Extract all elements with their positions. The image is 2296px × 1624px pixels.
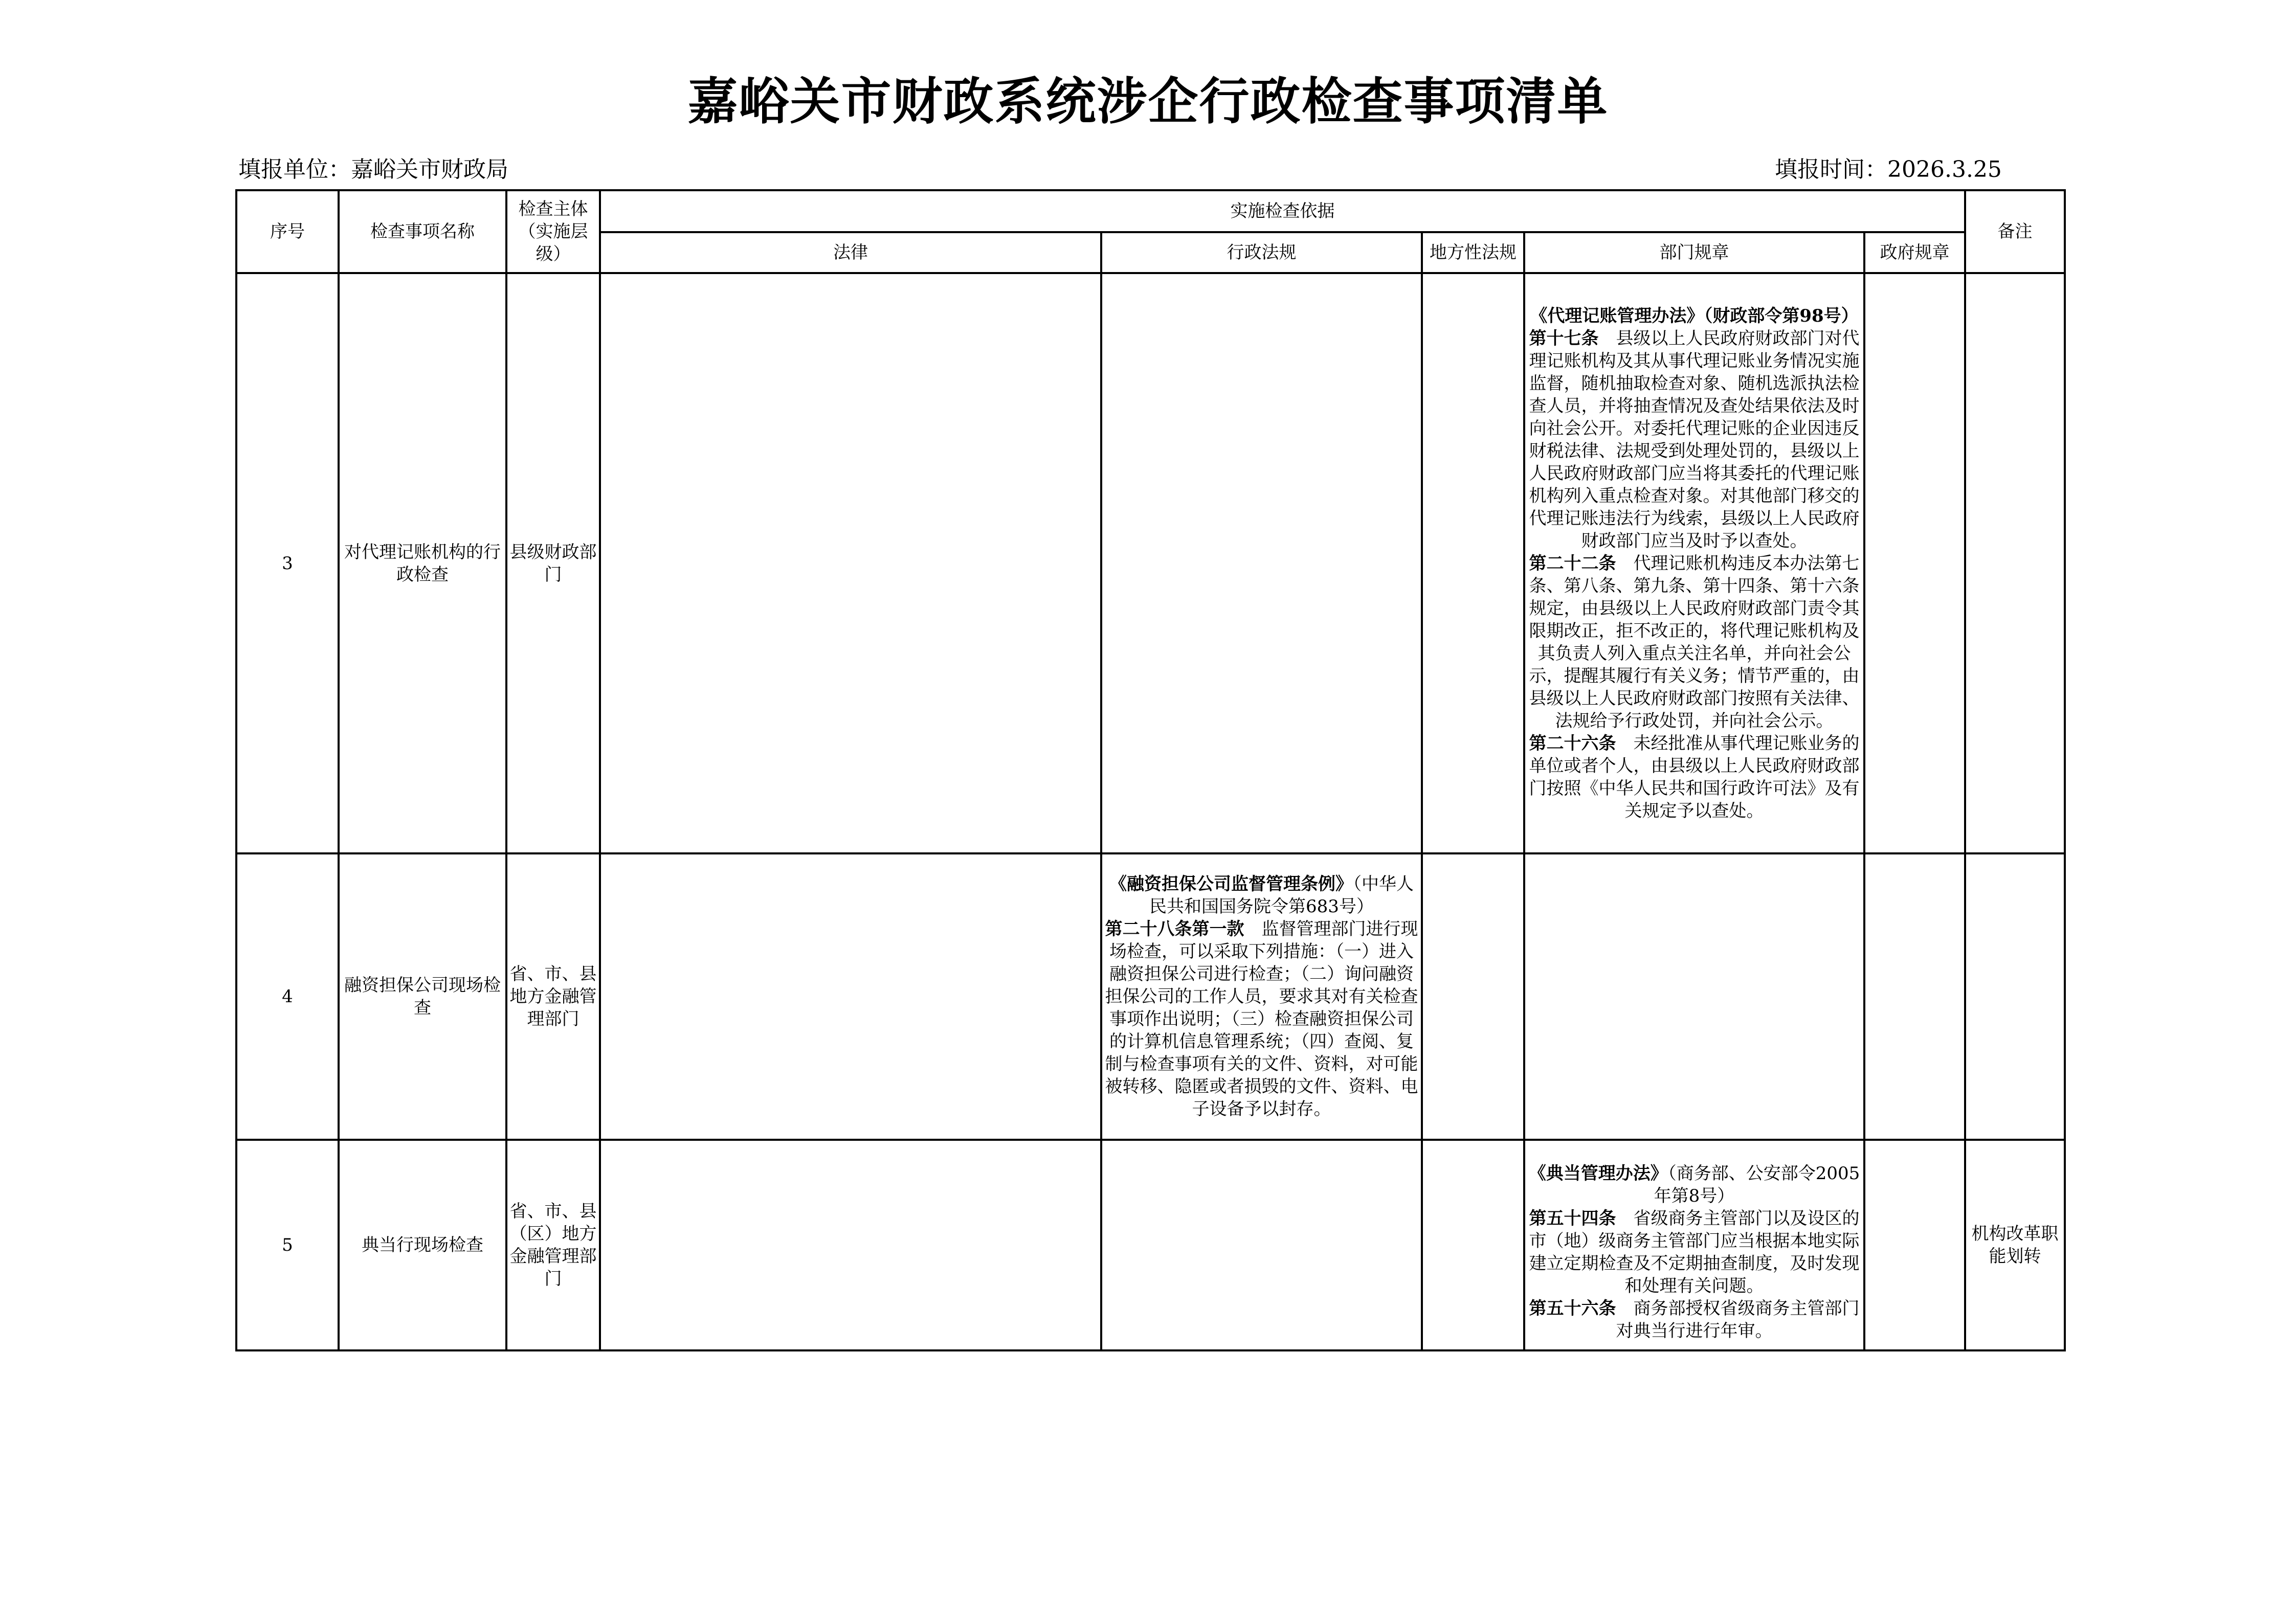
- header-remark: 备注: [1965, 190, 2065, 273]
- header-gov-rule: 政府规章: [1864, 232, 1965, 273]
- row-dept-rule: [1524, 853, 1864, 1140]
- rule-article: 第二十八条第一款: [1105, 919, 1244, 939]
- table-row: [236, 273, 2065, 853]
- rule-text: 商务部授权省级商务主管部门对典当行进行年审。: [1616, 1298, 1860, 1341]
- row-remark: [1965, 273, 2065, 853]
- row-local-reg: [1422, 853, 1524, 1140]
- row-remark: [1965, 853, 2065, 1140]
- rule-sub: （商务部、公安部令2005年第8号）: [1654, 1163, 1860, 1206]
- row-gov-rule: [1864, 1140, 1965, 1350]
- row-law: [600, 1140, 1101, 1350]
- rule-article: 第二十二条: [1529, 553, 1616, 574]
- row-gov-rule: [1864, 853, 1965, 1140]
- rule-text: 县级以上人民政府财政部门对代理记账机构及其从事代理记账业务情况实施监督，随机抽取检查对象、随机选派执法检查人员，并将抽查情况及查处结果依法及时向社会公开。对委托代理记账的企业因违反财税法律、法规受到处理处罚的，县级以上人民政府财政部门应当将其委托的代理记账机构列入重点检查对象。对其他部门移交的代理记账违法行为线索，县级以上人民政府财政部门应当及时予以查处。: [1529, 328, 1860, 551]
- header-admin-reg: 行政法规: [1101, 232, 1422, 273]
- inspection-table: [235, 189, 2066, 1351]
- header-subject: 检查主体（实施层级）: [506, 190, 600, 273]
- table-row: [236, 1140, 2065, 1350]
- row-dept-rule: [1524, 273, 1864, 853]
- row-law: [600, 273, 1101, 853]
- row-subject: 省、市、县（区）地方金融管理部门: [506, 1140, 600, 1350]
- page-title: 嘉峪关市财政系统涉企行政检查事项清单: [687, 73, 1609, 131]
- header-dept-rule: 部门规章: [1524, 232, 1864, 273]
- rule-article: 第二十六条: [1529, 733, 1616, 754]
- row-remark: 机构改革职能划转: [1965, 1140, 2065, 1350]
- row-admin-reg: [1101, 853, 1422, 1140]
- header-basis: 实施检查依据: [600, 190, 1965, 232]
- fill-time: 填报时间：2026.3.25: [1775, 156, 2002, 183]
- row-name: 融资担保公司现场检查: [339, 853, 506, 1140]
- rule-article: 第五十四条: [1529, 1208, 1616, 1229]
- rule-article: 第五十六条: [1529, 1298, 1616, 1319]
- rule-title: 《典当管理办法》: [1528, 1163, 1668, 1184]
- row-seq: 4: [236, 853, 339, 1140]
- row-local-reg: [1422, 1140, 1524, 1350]
- header-law: 法律: [600, 232, 1101, 273]
- rule-title: 《代理记账管理办法》（财政部令第98号）第十七条: [1529, 305, 1859, 349]
- rule-text: 省级商务主管部门以及设区的市（地）级商务主管部门应当根据本地实际建立定期检查及不定期抽查制度，及时发现和处理有关问题。: [1529, 1208, 1860, 1296]
- row-gov-rule: [1864, 273, 1965, 853]
- table-row: [236, 853, 2065, 1140]
- row-dept-rule: [1524, 1140, 1864, 1350]
- header-name: 检查事项名称: [339, 190, 506, 273]
- rule-text: 未经批准从事代理记账业务的单位或者个人，由县级以上人民政府财政部门按照《中华人民共和国行政许可法》及有关规定予以查处。: [1529, 733, 1860, 821]
- row-seq: 3: [236, 273, 339, 853]
- rule-text: 监督管理部门进行现场检查，可以采取下列措施：（一）进入融资担保公司进行检查；（二）询问融资担保公司的工作人员，要求其对有关检查事项作出说明；（三）检查融资担保公司的计算机信息管理系统；（四）查阅、复制与检查事项有关的文件、资料，对可能被转移、隐匿或者损毁的文件、资料、电子设备予以封存。: [1105, 919, 1418, 1119]
- header-seq: 序号: [236, 190, 339, 273]
- rule-text: 代理记账机构违反本办法第七条、第八条、第九条、第十四条、第十六条规定，由县级以上人民政府财政部门责令其限期改正，拒不改正的，将代理记账机构及其负责人列入重点关注名单，并向社会公示，提醒其履行有关义务；情节严重的，由县级以上人民政府财政部门按照有关法律、法规给予行政处罚，并向社会公示。: [1529, 553, 1860, 731]
- header-local-reg: 地方性法规: [1422, 232, 1524, 273]
- row-name: 对代理记账机构的行政检查: [339, 273, 506, 853]
- row-law: [600, 853, 1101, 1140]
- row-name: 典当行现场检查: [339, 1140, 506, 1350]
- row-seq: 5: [236, 1140, 339, 1350]
- row-local-reg: [1422, 273, 1524, 853]
- rule-title: 《融资担保公司监督管理条例》: [1109, 874, 1353, 894]
- row-admin-reg: [1101, 273, 1422, 853]
- row-subject: 省、市、县地方金融管理部门: [506, 853, 600, 1140]
- row-subject: 县级财政部门: [506, 273, 600, 853]
- fill-unit: 填报单位：嘉峪关市财政局: [238, 156, 508, 183]
- rule-sub: （中华人民共和国国务院令第683号）: [1149, 874, 1414, 917]
- row-admin-reg: [1101, 1140, 1422, 1350]
